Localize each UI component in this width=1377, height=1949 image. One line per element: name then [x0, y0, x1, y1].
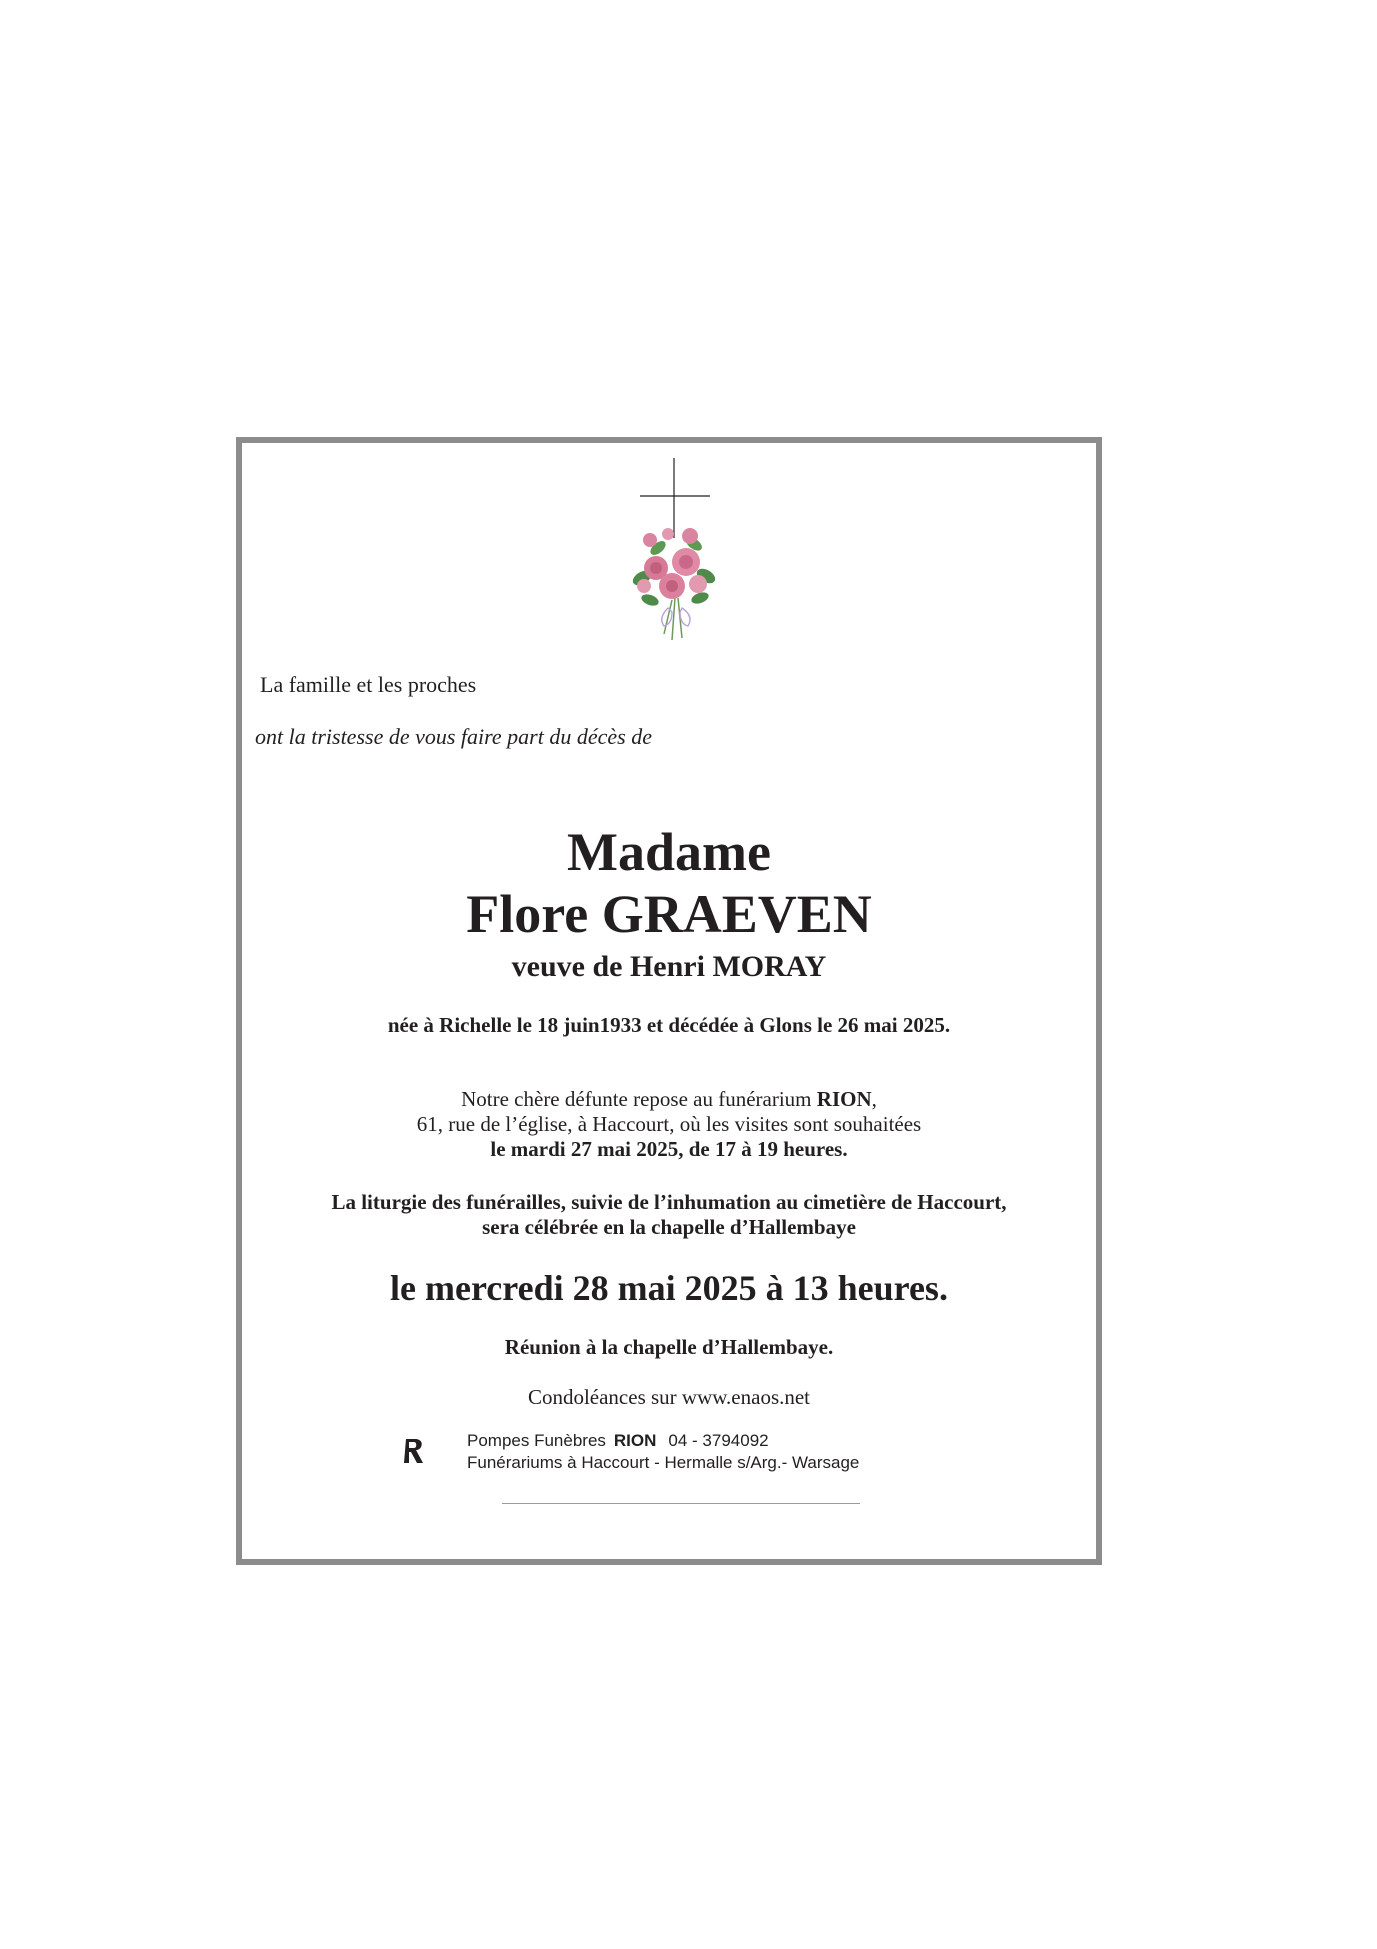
- intro-line-1: La famille et les proches: [260, 672, 477, 697]
- repose-line-1-suffix: ,: [871, 1087, 877, 1111]
- condolences-line: Condoléances sur www.enaos.net: [527, 1385, 811, 1409]
- rion-logo-icon: [402, 1437, 426, 1465]
- deceased-name: Flore GRAEVEN: [466, 884, 872, 944]
- footer-prefix: Pompes Funèbres: [467, 1431, 606, 1450]
- birth-death-line: née à Richelle le 18 juin1933 et décédée à Glons le 26 mai 2025.: [387, 1013, 951, 1037]
- widow-of-line: veuve de Henri MORAY: [511, 950, 827, 983]
- footer-line-1: [467, 1430, 859, 1452]
- funerarium-name: RION: [816, 1087, 872, 1111]
- liturgy-paragraph: [236, 1190, 1102, 1240]
- footer-divider: [502, 1503, 860, 1504]
- liturgy-line-2: sera célébrée en la chapelle d’Hallembaye: [482, 1215, 856, 1239]
- repose-line-1-text: Notre chère défunte repose au funérarium: [461, 1087, 817, 1111]
- repose-line-2: 61, rue de l’église, à Haccourt, où les visites sont souhaitées: [416, 1112, 922, 1136]
- liturgy-line-1: La liturgie des funérailles, suivie de l’inhumation au cimetière de Haccourt,: [331, 1190, 1007, 1214]
- cross-with-roses-icon: [620, 458, 720, 648]
- repose-paragraph: [236, 1087, 1102, 1162]
- footer-line-2: Funérariums à Haccourt - Hermalle s/Arg.- Warsage: [467, 1453, 860, 1472]
- intro-line-2: ont la tristesse de vous faire part du décès de: [255, 724, 652, 749]
- footer-phone: 04 - 3794092: [668, 1431, 769, 1450]
- ceremony-date: le mercredi 28 mai 2025 à 13 heures.: [390, 1268, 948, 1308]
- reunion-line: Réunion à la chapelle d’Hallembaye.: [504, 1335, 834, 1359]
- repose-line-1: [236, 1087, 1102, 1112]
- funeral-home-footer: [467, 1430, 859, 1474]
- footer-brand: RION: [613, 1431, 657, 1450]
- deceased-title: Madame: [567, 822, 771, 882]
- repose-line-3: le mardi 27 mai 2025, de 17 à 19 heures.: [490, 1137, 848, 1161]
